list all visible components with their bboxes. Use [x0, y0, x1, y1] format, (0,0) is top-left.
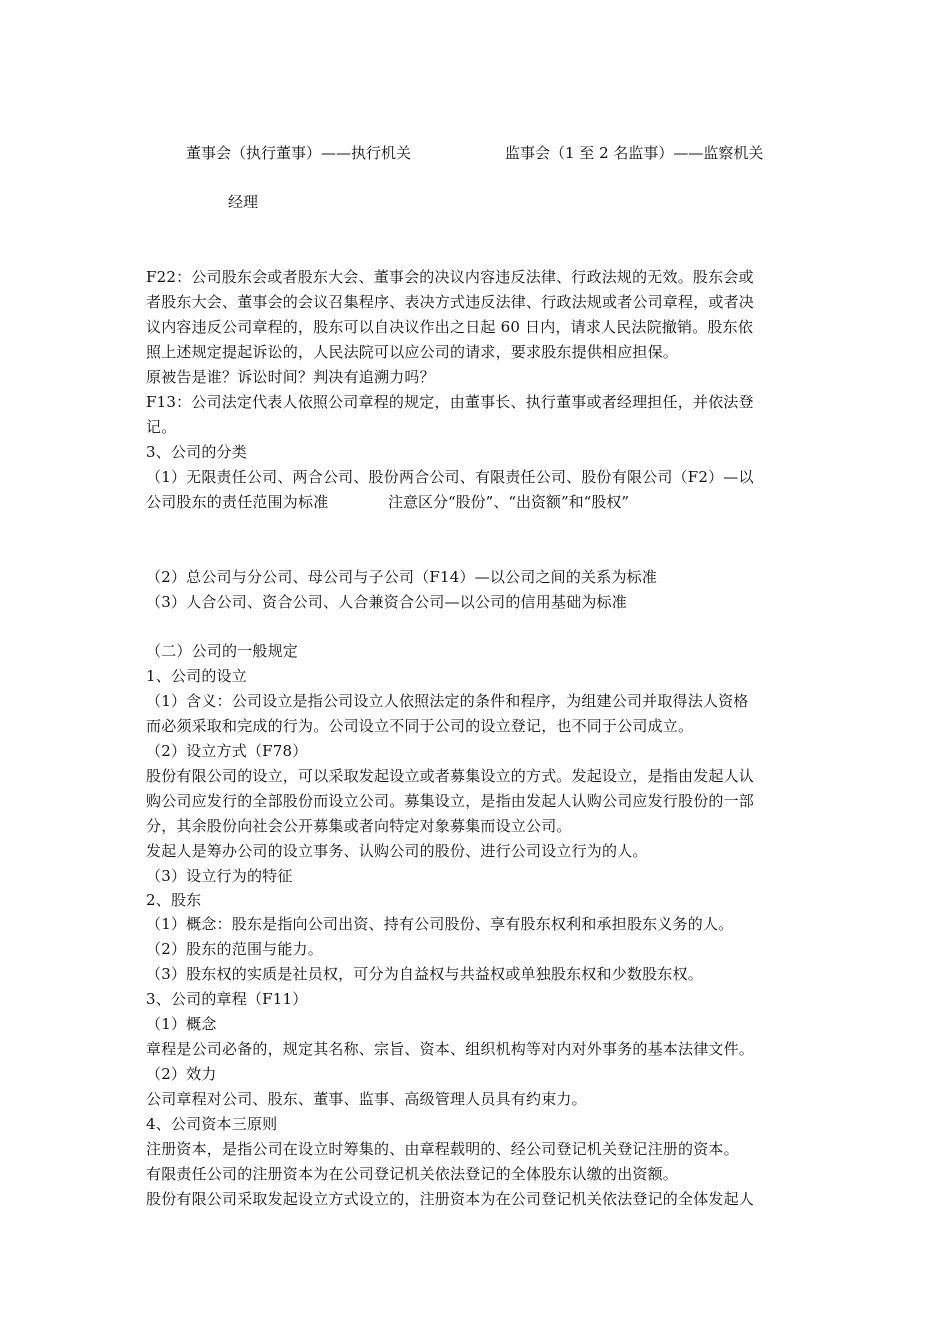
paragraph-line: 公司股东的责任范围为标准: [146, 493, 329, 511]
paragraph-line: （3）设立行为的特征: [146, 867, 293, 885]
paragraph-line: （2）效力: [146, 1065, 217, 1083]
section-heading: 3、公司的分类: [146, 443, 247, 461]
paragraph-line: （2）总公司与分公司、母公司与子公司（F14）—以公司之间的关系为标准: [146, 568, 658, 586]
paragraph-line: 议内容违反公司章程的，股东可以自决议作出之日起 60 日内，请求人民法院撤销。股东依: [146, 318, 754, 336]
paragraph-line: 购公司应发行的全部股份而设立公司。募集设立，是指由发起人认购公司应发行股份的一部: [146, 792, 755, 810]
supervisors-label: 监事会（1 至 2 名监事）——监察机关: [505, 144, 764, 162]
paragraph-line: （3）人合公司、资合公司、人合兼资合公司—以公司的信用基础为标准: [146, 593, 627, 611]
paragraph-line: 股份有限公司的设立，可以采取发起设立或者募集设立的方式。发起设立，是指由发起人认: [146, 767, 755, 785]
paragraph-line: 章程是公司必备的，规定其名称、宗旨、资本、组织机构等对内对外事务的基本法律文件。: [146, 1040, 755, 1058]
paragraph-line: 公司章程对公司、股东、董事、监事、高级管理人员具有约束力。: [146, 1090, 587, 1108]
paragraph-line: 者股东大会、董事会的会议召集程序、表决方式违反法律、行政法规或者公司章程，或者决: [146, 293, 755, 311]
paragraph-line: 原被告是谁？诉讼时间？判决有追溯力吗？: [146, 368, 435, 386]
paragraph-line: （1）无限责任公司、两合公司、股份两合公司、有限责任公司、股份有限公司（F2）—以: [146, 468, 754, 486]
paragraph-line: （1）概念: [146, 1015, 217, 1033]
paragraph-line: 记。: [146, 418, 177, 436]
section-heading: 1、公司的设立: [146, 667, 247, 685]
paragraph-line: F13：公司法定代表人依照公司章程的规定，由董事长、执行董事或者经理担任，并依法登: [146, 393, 754, 411]
paragraph-line: F22：公司股东会或者股东大会、董事会的决议内容违反法律、行政法规的无效。股东会或: [146, 268, 754, 286]
paragraph-line: 股份有限公司采取发起设立方式设立的，注册资本为在公司登记机关依法登记的全体发起人: [146, 1190, 755, 1208]
paragraph-line: 照上述规定提起诉讼的，人民法院可以应公司的请求，要求股东提供相应担保。: [146, 343, 679, 361]
paragraph-line: 分，其余股份向社会公开募集或者向特定对象募集而设立公司。: [146, 817, 572, 835]
section-heading: 2、股东: [146, 891, 202, 909]
paragraph-line: 注册资本，是指公司在设立时筹集的、由章程载明的、经公司登记机关登记注册的资本。: [146, 1140, 739, 1158]
board-label: 董事会（执行董事）——执行机关: [186, 144, 412, 162]
manager-label: 经理: [228, 193, 259, 211]
paragraph-line: （1）含义：公司设立是指公司设立人依照法定的条件和程序，为组建公司并取得法人资格: [146, 692, 749, 710]
paragraph-line: （2）股东的范围与能力。: [146, 940, 323, 958]
paragraph-line: 有限责任公司的注册资本为在公司登记机关依法登记的全体股东认缴的出资额。: [146, 1165, 679, 1183]
paragraph-line: 发起人是筹办公司的设立事务、认购公司的股份、进行公司设立行为的人。: [146, 842, 648, 860]
note-text: 注意区分“股份”、“出资额”和“股权”: [388, 493, 630, 511]
paragraph-line: （2）设立方式（F78）: [146, 742, 308, 760]
section-heading: 3、公司的章程（F11）: [146, 990, 308, 1008]
section-heading: 4、公司资本三原则: [146, 1115, 278, 1133]
paragraph-line: （1）概念：股东是指向公司出资、持有公司股份、享有股东权利和承担股东义务的人。: [146, 915, 734, 933]
paragraph-line: 而必须采取和完成的行为。公司设立不同于公司的设立登记，也不同于公司成立。: [146, 717, 694, 735]
section-heading: （二）公司的一般规定: [146, 642, 299, 660]
paragraph-line: （3）股东权的实质是社员权，可分为自益权与共益权或单独股东权和少数股东权。: [146, 965, 703, 983]
